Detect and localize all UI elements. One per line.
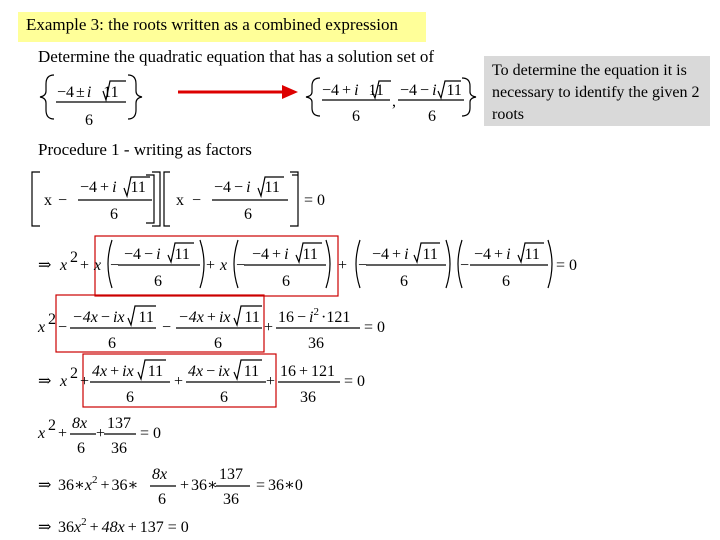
line4-frac2-num: −4x + ix 11 [178, 309, 260, 326]
line5-sq: 2 [70, 365, 78, 382]
line3-x-b: x [220, 257, 228, 274]
line7-frac2-num: 137 [219, 466, 243, 483]
intro-text: Determine the quadratic equation that has a solution set of [38, 47, 435, 66]
line7-mid: + 36∗ [180, 477, 218, 494]
set1-numerator: −4 ± i 11 [57, 84, 119, 101]
note-text: To determine the equation it is necessary to identify the given 2 roots [492, 62, 700, 123]
line5-x2: x [60, 373, 68, 390]
line7-implies: ⇒ [38, 477, 52, 494]
factor1-minus: − [58, 192, 68, 209]
line5-frac2-num: 4x − ix 11 [188, 363, 260, 380]
line5-equals: = 0 [344, 373, 366, 390]
procedure-heading: Procedure 1 - writing as factors [38, 140, 252, 159]
line3-minus4: − [460, 257, 470, 274]
line4-frac1-den: 6 [108, 335, 116, 352]
factor1-x: x [44, 192, 52, 209]
root2-denominator: 6 [428, 108, 436, 125]
line3-implies: ⇒ [38, 257, 52, 274]
line4-plus: + [264, 319, 274, 336]
line7-rhs: = 36∗0 [256, 477, 303, 494]
line4-equals: = 0 [364, 319, 386, 336]
line3-frac2-den: 6 [282, 273, 290, 290]
line3-frac3-den: 6 [400, 273, 408, 290]
line6-sq: 2 [48, 417, 56, 434]
line5-plus1: + [80, 373, 90, 390]
line3-frac4-den: 6 [502, 273, 510, 290]
line6-plus1: + [58, 425, 68, 442]
line3-frac3-num: −4 + i 11 [372, 246, 438, 263]
root1-numerator: −4 + i 11 [322, 82, 384, 99]
line6-frac2-num: 137 [107, 415, 131, 432]
line7-lhs: $36∗x^2$ + 36∗ [58, 474, 139, 494]
line5-implies: ⇒ [38, 373, 52, 390]
factor2-minus: − [192, 192, 202, 209]
set1-denominator: 6 [85, 112, 93, 129]
line3-plus1: + [80, 257, 90, 274]
factor2-x: x [176, 192, 184, 209]
factor2-denominator: 6 [244, 206, 252, 223]
line4-minus2: − [162, 319, 172, 336]
line4-frac2-den: 6 [214, 335, 222, 352]
line5-frac3-num: 16 + 121 [280, 363, 336, 380]
factor1-numerator: −4 + i 11 [80, 179, 146, 196]
line5-plus3: + [266, 373, 276, 390]
line1-equals: = 0 [304, 192, 326, 209]
line3-minus2: − [236, 257, 246, 274]
line7-frac1-num: 8x [152, 466, 168, 483]
line3-x2: x [60, 257, 68, 274]
root1-denominator: 6 [352, 108, 360, 125]
line8-implies: ⇒ [38, 519, 52, 536]
factor1-denominator: 6 [110, 206, 118, 223]
line3-x: x [94, 257, 102, 274]
line4-x2: x [38, 319, 46, 336]
line4-frac3-den: 36 [308, 335, 324, 352]
line4-frac1-num: −4x − ix 11 [72, 309, 154, 326]
line5-frac3-den: 36 [300, 389, 316, 406]
line3-plus2: + [206, 257, 216, 274]
set-brace-right [128, 75, 142, 119]
line5-plus2: + [174, 373, 184, 390]
line3-minus3: − [358, 257, 368, 274]
line3-sq: 2 [70, 249, 78, 266]
line4-frac3-num: $16 - i^2 \cdot 121$ [278, 306, 351, 326]
line4-minus1: − [58, 319, 68, 336]
root2-numerator: −4 − i 11 [400, 82, 462, 99]
line6-frac1-den: 6 [77, 440, 85, 457]
line6-equals: = 0 [140, 425, 162, 442]
line6-frac2-den: 36 [111, 440, 127, 457]
line7-frac1-den: 6 [158, 491, 166, 508]
line5-frac1-den: 6 [126, 389, 134, 406]
example-title: Example 3: the roots written as a combined expression [26, 15, 399, 34]
line4-sq: 2 [48, 311, 56, 328]
line3-frac1-den: 6 [154, 273, 162, 290]
line3-frac1-num: −4 − i 11 [124, 246, 190, 263]
line5-frac1-num: 4x + ix 11 [92, 363, 164, 380]
line3-frac4-num: −4 + i 11 [474, 246, 540, 263]
line3-frac2-num: −4 + i 11 [252, 246, 318, 263]
line3-minus1: − [110, 257, 120, 274]
line7-frac2-den: 36 [223, 491, 239, 508]
line5-frac2-den: 6 [220, 389, 228, 406]
line6-plus2: + [96, 425, 106, 442]
set-comma: , [392, 93, 396, 110]
line3-plus3: + [338, 257, 348, 274]
line6-x2: x [38, 425, 46, 442]
line8-equation: $36x^2 + 48x + 137 = 0$ [58, 516, 189, 536]
factor2-numerator: −4 − i 11 [214, 179, 280, 196]
line3-equals: = 0 [556, 257, 578, 274]
line6-frac1-num: 8x [72, 415, 88, 432]
set-brace-left [40, 75, 54, 119]
